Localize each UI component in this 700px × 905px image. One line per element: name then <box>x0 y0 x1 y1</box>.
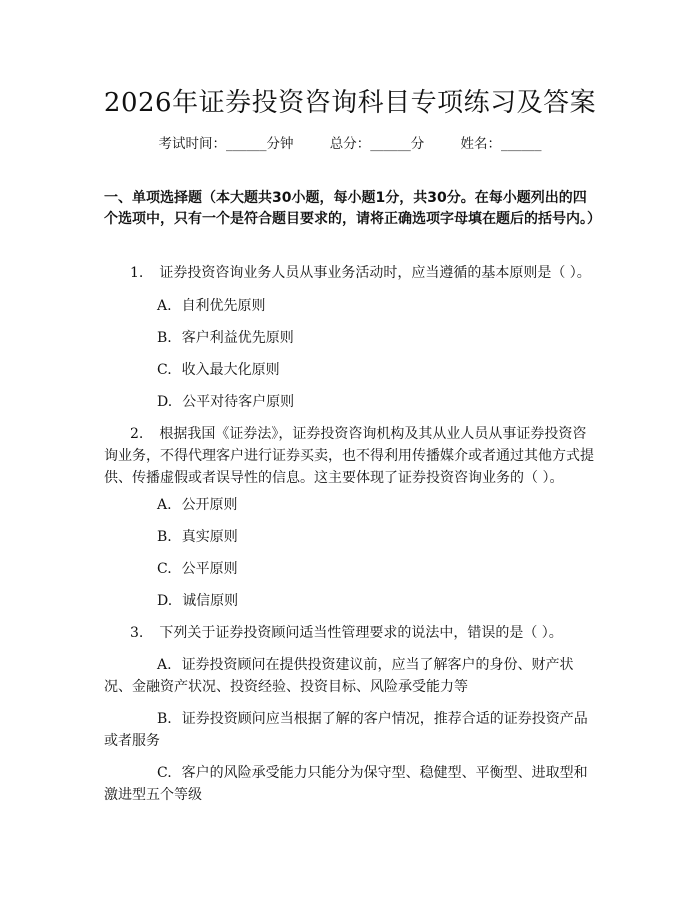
question-3-option-c <box>104 762 598 806</box>
question-2-stem <box>104 423 598 489</box>
option-text: 真实原则 <box>181 529 238 545</box>
total-score-blank: ______ <box>370 136 411 152</box>
question-number: 3. <box>130 625 144 641</box>
question-2-option-c <box>157 559 238 579</box>
option-label: B. <box>157 330 172 346</box>
exam-meta <box>0 132 700 152</box>
question-1-option-c <box>157 360 280 380</box>
question-2-option-a <box>157 495 238 515</box>
question-text: 下列关于证券投资顾问适当性管理要求的说法中，错误的是（ ）。 <box>159 625 563 641</box>
option-text: 诚信原则 <box>182 593 239 609</box>
option-label: A. <box>157 657 172 673</box>
question-1-option-d <box>157 392 294 412</box>
option-label: D. <box>157 593 173 609</box>
option-text: 客户的风险承受能力只能分为保守型、稳健型、平衡型、进取型和激进型五个等级 <box>104 765 588 803</box>
option-label: B. <box>157 711 172 727</box>
exam-time-unit: 分钟 <box>266 136 294 152</box>
question-2-option-d <box>157 591 238 611</box>
option-text: 证券投资顾问在提供投资建议前，应当了解客户的身份、财产状况、金融资产状况、投资经验、投资目标、风险承受能力等 <box>104 657 574 695</box>
total-score-label: 总分： <box>329 136 371 152</box>
question-text: 证券投资咨询业务人员从事业务活动时，应当遵循的基本原则是（ ）。 <box>159 265 591 281</box>
option-text: 证券投资顾问应当根据了解的客户情况，推荐合适的证券投资产品或者服务 <box>104 711 588 749</box>
option-label: A. <box>157 298 172 314</box>
question-1-option-b <box>157 328 294 348</box>
option-text: 公平原则 <box>181 561 238 577</box>
option-label: C. <box>157 765 172 781</box>
option-label: C. <box>157 561 172 577</box>
option-text: 收入最大化原则 <box>181 362 280 378</box>
question-3-option-a <box>104 654 598 698</box>
option-text: 自利优先原则 <box>181 298 266 314</box>
question-2-option-b <box>157 527 238 547</box>
question-3-option-b <box>104 708 598 752</box>
student-name-field <box>461 132 542 152</box>
option-label: B. <box>157 529 172 545</box>
option-label: D. <box>157 394 173 410</box>
exam-time-label: 考试时间： <box>158 136 226 152</box>
exam-time-field <box>158 132 293 152</box>
question-1-stem <box>104 262 598 284</box>
total-score-unit: 分 <box>410 136 425 152</box>
question-3-stem <box>104 622 598 644</box>
student-name-blank: ______ <box>501 136 542 152</box>
option-text: 客户利益优先原则 <box>181 330 294 346</box>
section-heading: 一、单项选择题（本大题共30小题，每小题1分，共30分。在每小题列出的四个选项中，只有一个是符合题目要求的，请将正确选项字母填在题后的括号内。） <box>104 190 601 227</box>
option-text: 公平对待客户原则 <box>182 394 295 410</box>
question-1-option-a <box>157 296 266 316</box>
option-label: C. <box>157 362 172 378</box>
question-text: 根据我国《证券法》，证券投资咨询机构及其从业人员从事证券投资咨询业务，不得代理客户进行证券买卖，也不得利用传播媒介或者通过其他方式提供、传播虚假或者误导性的信息。这主要体现了证券投资咨询业务的（ ）。 <box>104 426 594 486</box>
question-number: 2. <box>130 426 144 442</box>
page-title: 2026年证券投资咨询科目专项练习及答案 <box>103 88 597 118</box>
student-name-label: 姓名： <box>460 136 502 152</box>
option-text: 公开原则 <box>181 497 238 513</box>
option-label: A. <box>157 497 172 513</box>
exam-time-blank: ______ <box>225 136 267 152</box>
total-score-field <box>330 132 425 152</box>
question-number: 1. <box>130 265 144 281</box>
